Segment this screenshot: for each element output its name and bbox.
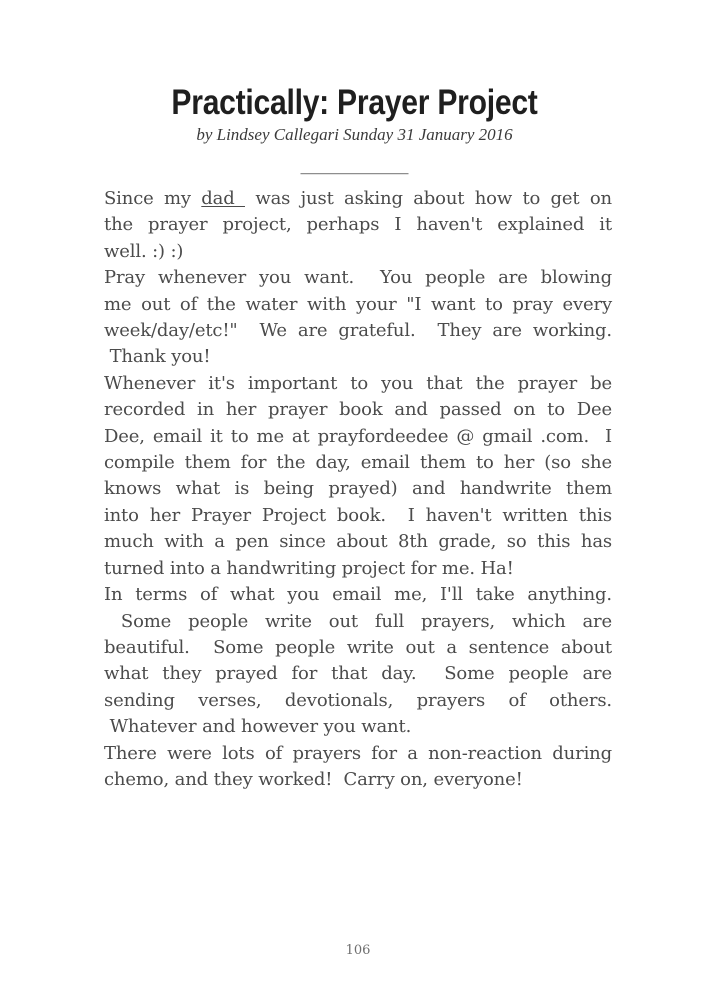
text-segment: into her Prayer Project book. I haven't written this <box>104 504 612 526</box>
paragraph <box>104 371 612 582</box>
text-line <box>104 371 612 397</box>
text-line <box>104 503 612 529</box>
text-line <box>104 212 612 238</box>
text-line <box>104 741 612 767</box>
byline: by Lindsey Callegari Sunday 31 January 2016 <box>196 125 513 144</box>
paragraph <box>104 265 612 371</box>
text-line <box>104 476 612 502</box>
text-line <box>104 688 612 714</box>
text-line <box>104 556 612 582</box>
text-line <box>104 344 612 370</box>
section-divider: ____________ <box>300 154 409 175</box>
text-line <box>104 635 612 661</box>
text-line <box>104 450 612 476</box>
text-segment: week/day/etc!" We are grateful. They are working. <box>104 320 612 342</box>
text-line <box>104 186 612 212</box>
paragraph <box>104 186 612 265</box>
text-line <box>104 397 612 423</box>
text-segment: the prayer project, perhaps I haven't explained it <box>104 214 612 236</box>
text-segment: Some people write out full prayers, which are <box>104 610 612 632</box>
text-line <box>104 265 612 291</box>
page-number: 106 <box>345 943 371 958</box>
text-segment: There were lots of prayers for a non-reaction during <box>104 742 612 764</box>
text-segment: chemo, and they worked! Carry on, everyone! <box>104 768 523 790</box>
text-segment: much with a pen since about 8th grade, so this has <box>104 531 612 553</box>
text-line <box>104 529 612 555</box>
text-segment: compile them for the day, email them to her (so she <box>104 452 612 474</box>
dad-link[interactable]: dad <box>201 188 245 209</box>
paragraph <box>104 582 612 740</box>
text-segment: what they prayed for that day. Some people are <box>104 663 612 685</box>
article-body <box>104 186 612 793</box>
text-segment: knows what is being prayed) and handwrite them <box>104 478 612 500</box>
text-segment: beautiful. Some people write out a sentence about <box>104 636 612 658</box>
text-segment: well. :) :) <box>104 240 184 262</box>
text-line <box>104 424 612 450</box>
text-segment: Dee, email it to me at prayfordeedee @ gmail .com. I <box>104 425 612 447</box>
text-segment: In terms of what you email me, I'll take anything. <box>104 584 612 606</box>
text-line <box>104 714 612 740</box>
paragraph <box>104 741 612 794</box>
text-line <box>104 767 612 793</box>
text-segment: turned into a handwriting project for me. Ha! <box>104 557 514 579</box>
text-line <box>104 292 612 318</box>
text-segment: Whatever and however you want. <box>104 716 412 738</box>
text-segment: Pray whenever you want. You people are blowing <box>104 267 612 289</box>
text-line <box>104 318 612 344</box>
text-segment: sending verses, devotionals, prayers of others. <box>104 689 612 711</box>
text-line <box>104 239 612 265</box>
text-line <box>104 609 612 635</box>
text-segment: was just asking about how to get on <box>244 188 612 209</box>
text-segment: Whenever it's important to you that the prayer be <box>104 372 612 394</box>
text-line <box>104 582 612 608</box>
text-segment: me out of the water with your "I want to pray every <box>104 293 612 315</box>
text-segment: recorded in her prayer book and passed on to Dee <box>104 399 612 421</box>
text-segment: Since my <box>104 188 202 209</box>
page-title: Practically: Prayer Project <box>171 83 538 122</box>
text-line <box>104 661 612 687</box>
text-segment: Thank you! <box>104 346 211 368</box>
